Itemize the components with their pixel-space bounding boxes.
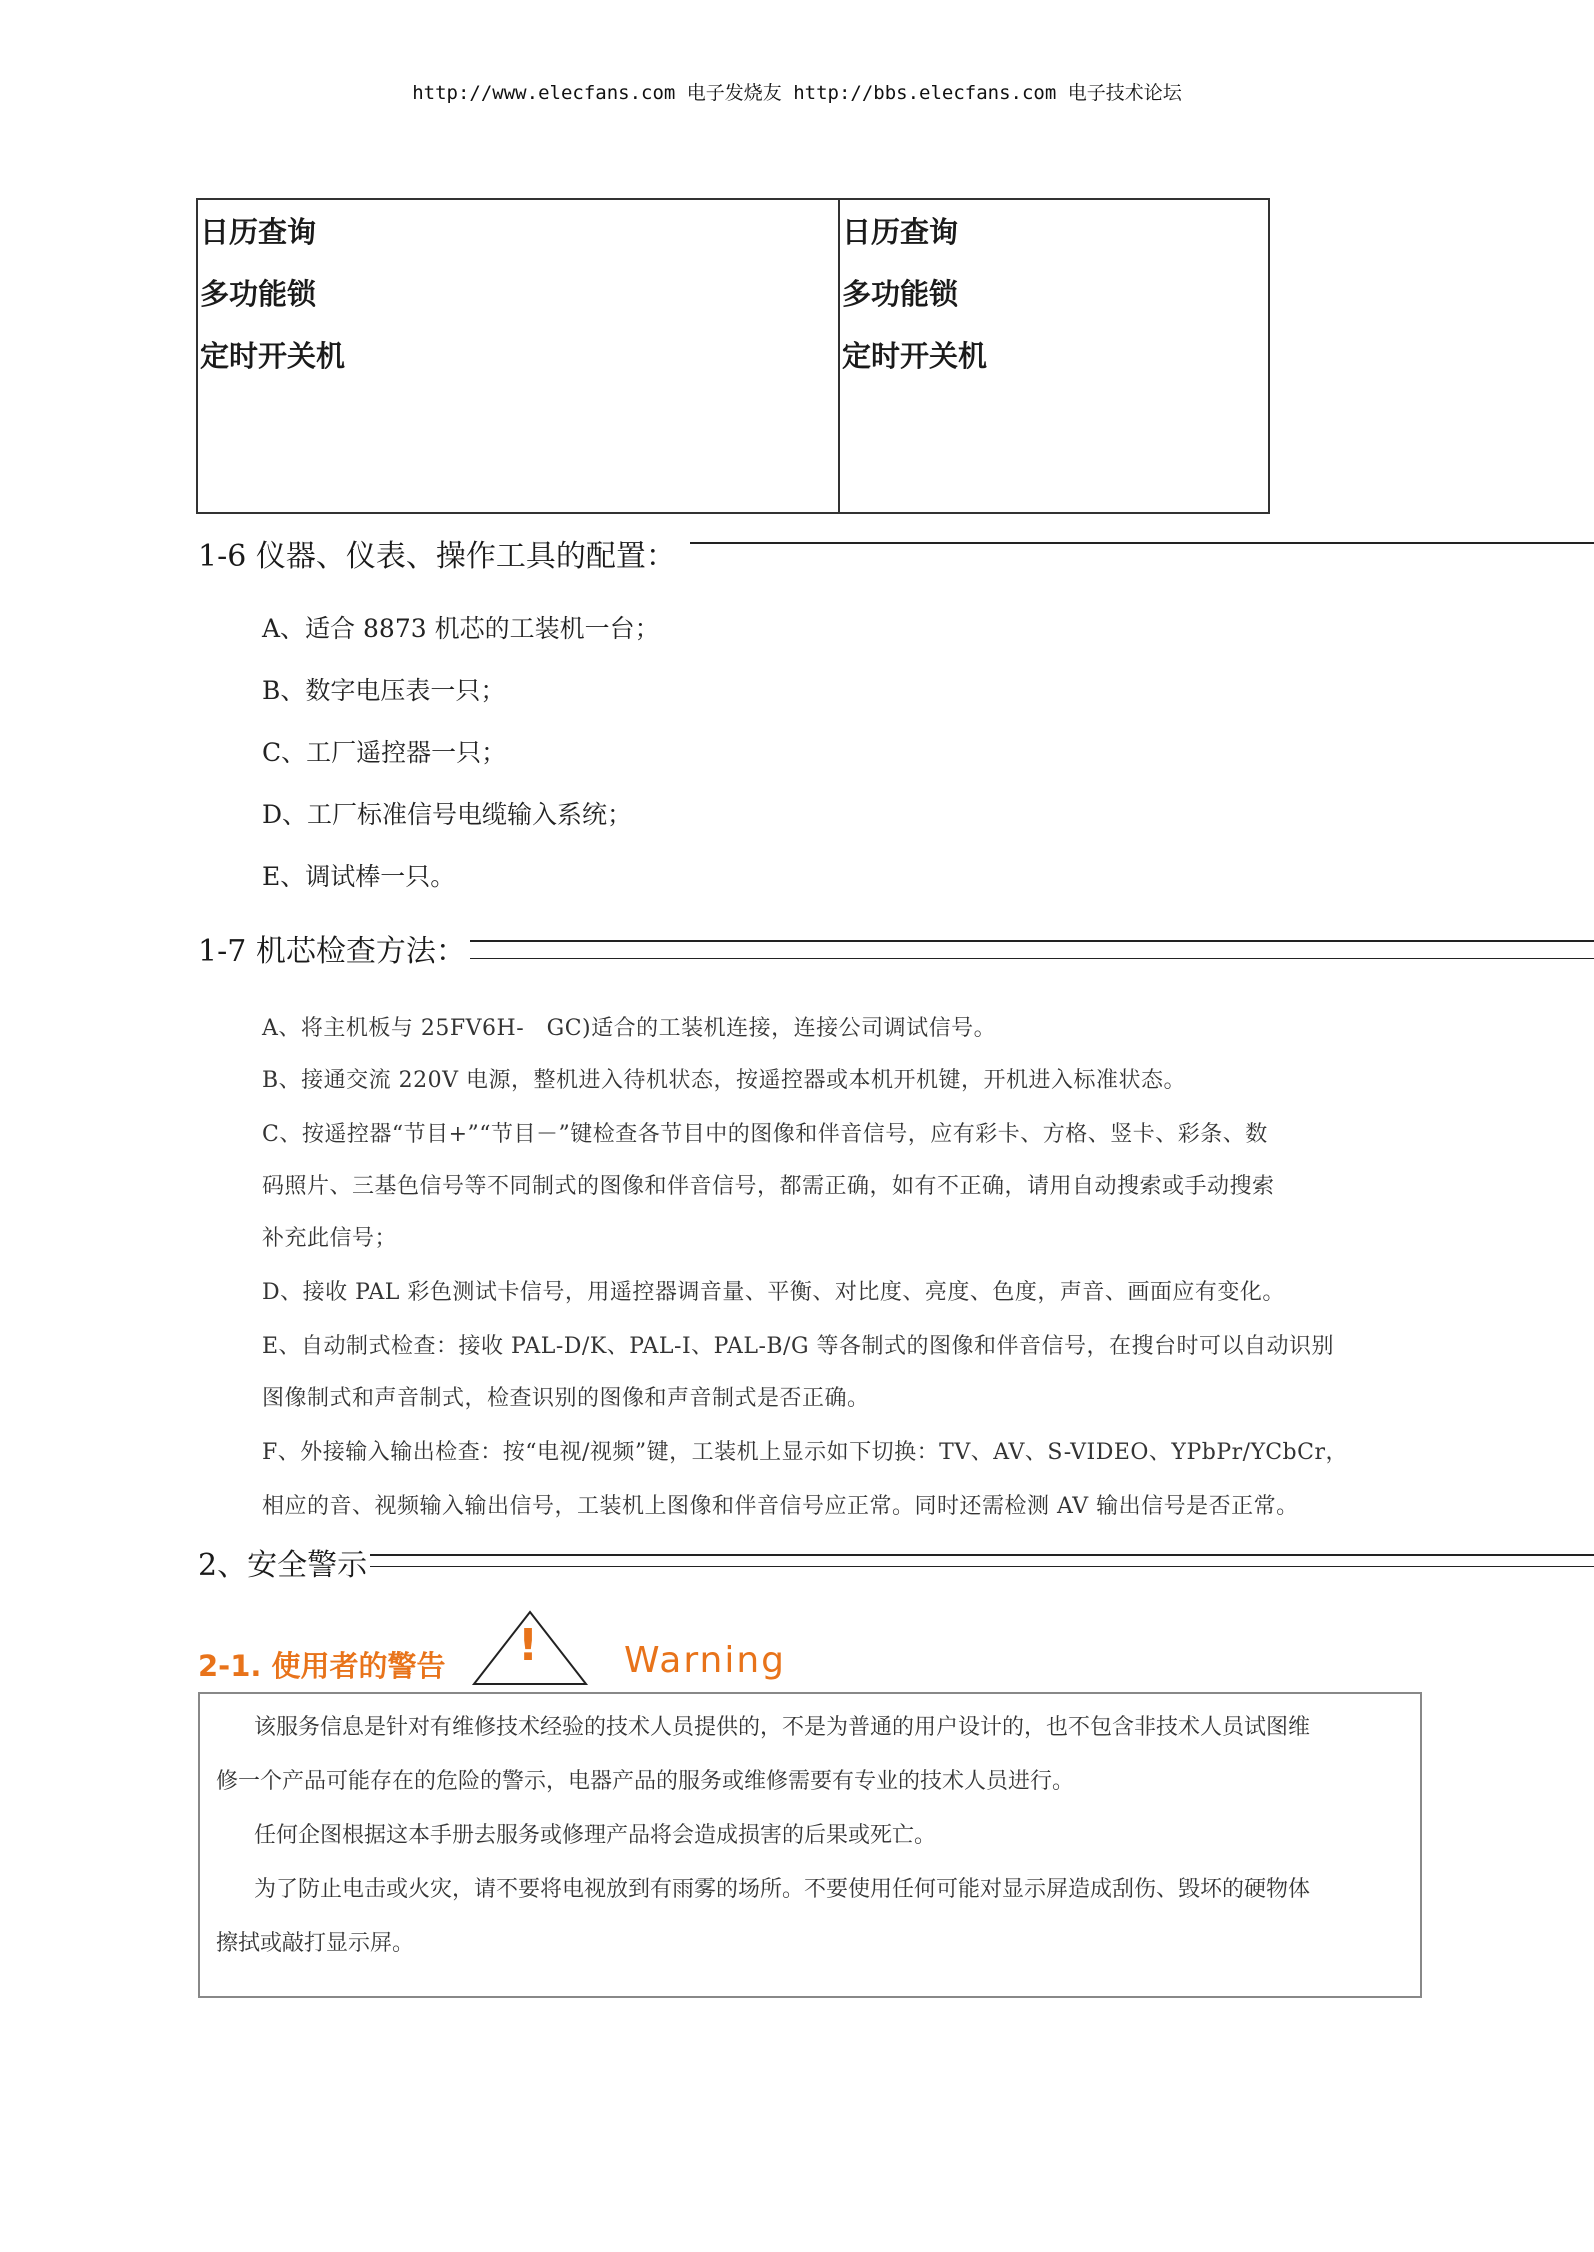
section-1-7-title: 1-7 机芯检查方法： — [198, 934, 466, 969]
check-line: 码照片、三基色信号等不同制式的图像和伴音信号，都需正确，如有不正确，请用自动搜索或手动搜索 — [262, 1174, 1275, 1199]
feature-timer: 定时开关机 — [842, 339, 988, 373]
check-line: F、外接输入输出检查：按“电视/视频”键，工装机上显示如下切换：TV、AV、S-VIDEO、YPbPr/YCbCr， — [262, 1440, 1348, 1465]
feature-lock: 多功能锁 — [200, 277, 317, 311]
section-rule — [470, 958, 1594, 959]
warning-title: 2-1. 使用者的警告 — [198, 1649, 446, 1683]
section-2-title: 2、安全警示 — [198, 1548, 368, 1583]
equipment-item: C、工厂遥控器一只； — [262, 738, 507, 767]
warning-paragraph: 擦拭或敲打显示屏。 — [216, 1931, 415, 1956]
check-line: 图像制式和声音制式，检查识别的图像和声音制式是否正确。 — [262, 1386, 870, 1411]
section-rule — [470, 940, 1594, 942]
warning-box — [198, 1692, 1422, 1998]
features-cell-right — [839, 199, 1269, 513]
warning-word: Warning — [624, 1640, 787, 1681]
features-cell-left — [197, 199, 839, 513]
section-rule — [370, 1566, 1594, 1567]
check-line: D、接收 PAL 彩色测试卡信号，用遥控器调音量、平衡、对比度、亮度、色度，声音、画面应有变化。 — [262, 1280, 1285, 1305]
section-rule — [690, 542, 1594, 544]
page-header: http://www.elecfans.com 电子发烧友 http://bbs.elecfans.com 电子技术论坛 — [412, 82, 1182, 104]
feature-calendar: 日历查询 — [200, 215, 317, 249]
section-1-6-title: 1-6 仪器、仪表、操作工具的配置： — [198, 539, 676, 574]
section-rule — [370, 1554, 1594, 1556]
feature-lock: 多功能锁 — [842, 277, 959, 311]
warning-paragraph: 该服务信息是针对有维修技术经验的技术人员提供的，不是为普通的用户设计的，也不包含非技术人员试图维 — [254, 1715, 1311, 1740]
equipment-item: A、适合 8873 机芯的工装机一台； — [262, 614, 660, 643]
warning-mark: ! — [518, 1620, 539, 1671]
equipment-item: E、调试棒一只。 — [262, 862, 456, 891]
check-line: B、接通交流 220V 电源，整机进入待机状态，按遥控器或本机开机键，开机进入标准状态。 — [262, 1068, 1187, 1093]
warning-paragraph: 任何企图根据这本手册去服务或修理产品将会造成损害的后果或死亡。 — [254, 1823, 937, 1848]
warning-icon — [470, 1608, 590, 1688]
check-line: A、将主机板与 25FV6H- GC)适合的工装机连接，连接公司调试信号。 — [262, 1016, 997, 1041]
check-line: 相应的音、视频输入输出信号，工装机上图像和伴音信号应正常。同时还需检测 AV 输出信号是否正常。 — [262, 1494, 1299, 1519]
check-line: C、按遥控器“节目+”“节目－”键检查各节目中的图像和伴音信号，应有彩卡、方格、竖卡、彩条、数 — [262, 1122, 1268, 1147]
features-table — [196, 198, 1270, 514]
check-line: E、自动制式检查：接收 PAL-D/K、PAL-I、PAL-B/G 等各制式的图像和伴音信号，在搜台时可以自动识别 — [262, 1334, 1335, 1359]
check-line: 补充此信号； — [262, 1226, 398, 1251]
equipment-item: D、工厂标准信号电缆输入系统； — [262, 800, 633, 829]
feature-calendar: 日历查询 — [842, 215, 959, 249]
warning-paragraph: 为了防止电击或火灾，请不要将电视放到有雨雾的场所。不要使用任何可能对显示屏造成刮伤、毁坏的硬物体 — [254, 1877, 1311, 1902]
feature-timer: 定时开关机 — [200, 339, 346, 373]
warning-paragraph: 修一个产品可能存在的危险的警示，电器产品的服务或维修需要有专业的技术人员进行。 — [216, 1769, 1075, 1794]
equipment-item: B、数字电压表一只； — [262, 676, 506, 705]
